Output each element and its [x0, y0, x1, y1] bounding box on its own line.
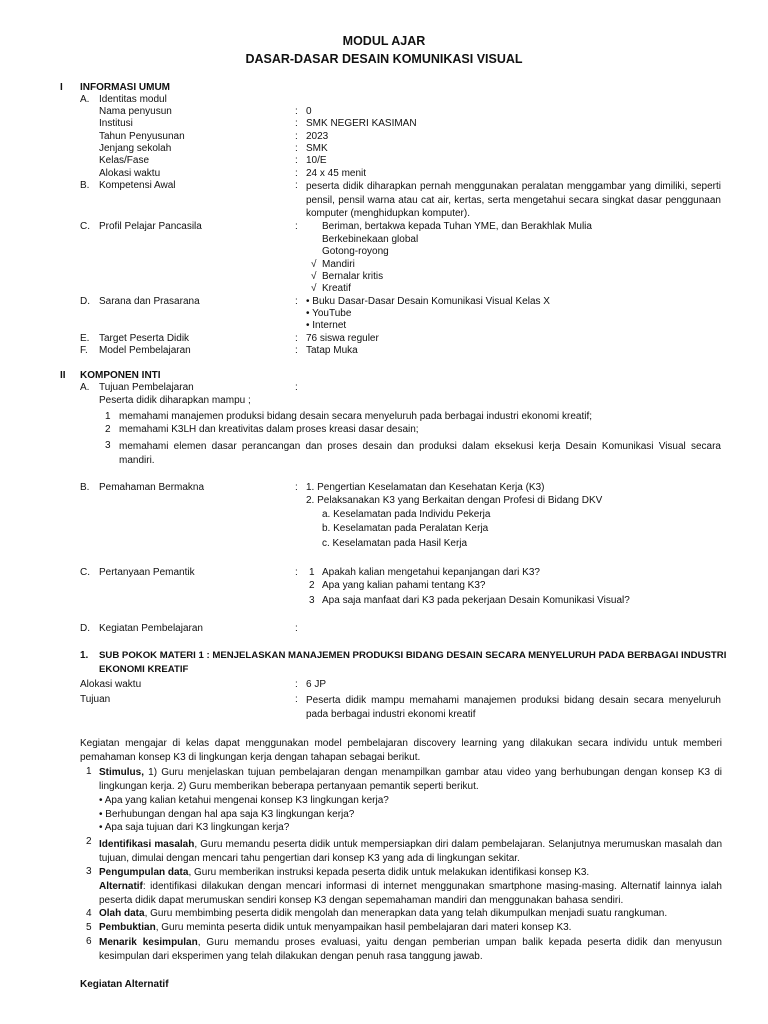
- colon: :: [295, 155, 298, 166]
- s1-b-label: Kompetensi Awal: [99, 180, 176, 191]
- profil-item: Berkebinekaan global: [322, 234, 419, 245]
- colon: :: [295, 106, 298, 117]
- step-bullet: • Apa saja tujuan dari K3 lingkungan kerja?: [99, 822, 290, 833]
- s1-b-letter: B.: [80, 180, 90, 191]
- tujuan-text: memahami elemen dasar perancangan dan proses desain dan produksi dalam eksekusi kerja Desain Komunikasi Visual secara mandiri.: [119, 441, 721, 466]
- colon: :: [295, 482, 298, 493]
- sub1-title: SUB POKOK MATERI 1 : MENJELASKAN MANAJEMEN PRODUKSI BIDANG DESAIN SECARA MENYELURUH PADA BERBAGAI INDUSTRI: [99, 650, 727, 661]
- pemantik-num: 1: [309, 567, 315, 578]
- sarana-item: • Buku Dasar-Dasar Desain Komunikasi Visual Kelas X: [306, 296, 550, 307]
- step-num: 2: [86, 836, 92, 847]
- s1-d-label: Sarana dan Prasarana: [99, 296, 200, 307]
- identity-label: Institusi: [99, 118, 133, 129]
- step-num: 1: [86, 766, 92, 777]
- model-value: Tatap Muka: [306, 345, 358, 356]
- s2-b-label: Pemahaman Bermakna: [99, 482, 205, 493]
- identity-value: 0: [306, 106, 312, 117]
- sarana-item: • Internet: [306, 320, 347, 331]
- identity-label: Kelas/Fase: [99, 155, 150, 166]
- pemahaman-subitem: b. Keselamatan pada Peralatan Kerja: [322, 523, 489, 534]
- profil-item: Mandiri: [322, 259, 355, 270]
- pemahaman-item: 2. Pelaksanakan K3 yang Berkaitan dengan Profesi di Bidang DKV: [306, 495, 603, 506]
- colon: :: [295, 143, 298, 154]
- colon: :: [295, 131, 298, 142]
- section1-num: I: [60, 82, 63, 93]
- s2-d-label: Kegiatan Pembelajaran: [99, 623, 203, 634]
- identity-value: 10/E: [306, 155, 327, 166]
- target-value: 76 siswa reguler: [306, 333, 379, 344]
- colon: :: [295, 333, 298, 344]
- section2-num: II: [60, 370, 66, 381]
- pemantik-text: Apakah kalian mengetahui kepanjangan dari K3?: [322, 567, 540, 578]
- kompetensi-awal-text: peserta didik diharapkan pernah menggunakan peralatan menggambar yang dimiliki, seperti pensil, pensil warna atau cat air, kertas, serta mengetahui secara singkat dasar penggunaan komputer (menghidupkan komputer).: [306, 181, 721, 219]
- identity-label: Tahun Penyusunan: [99, 131, 185, 142]
- profil-item: Bernalar kritis: [322, 271, 384, 282]
- sarana-item: • YouTube: [306, 308, 352, 319]
- step-stimulus: Stimulus, 1) Guru menjelaskan tujuan pembelajaran dengan menampilkan gambar atau video yang berhubungan dengan konsep K3 di lingkungan kerja. 2) Guru memberikan beberapa pertanyaan pemantik seperti berikut.: [99, 767, 722, 792]
- pemantik-num: 2: [309, 580, 315, 591]
- step-num: 6: [86, 936, 92, 947]
- step-num: 5: [86, 922, 92, 933]
- colon: :: [295, 168, 298, 179]
- s1-e-label: Target Peserta Didik: [99, 333, 190, 344]
- step-identifikasi: Identifikasi masalah, Guru memandu peserta didik untuk mempersiapkan diri dalam pembelajaran. Selanjutnya merumuskan masalah dan tujuan, dimulai dengan mencari tahu pengertian dari konsep K3 yang ada di lingkungan sekitar.: [99, 839, 723, 864]
- tujuan-text: memahami manajemen produksi bidang desain secara menyeluruh pada berbagai industri ekonomi kreatif;: [119, 411, 593, 422]
- s1-c-letter: C.: [80, 221, 90, 232]
- tujuan-intro: Peserta didik diharapkan mampu ;: [99, 395, 251, 406]
- check-icon: √: [311, 283, 317, 294]
- tujuan-num: 1: [105, 411, 111, 422]
- profil-item: Gotong-royong: [322, 246, 389, 257]
- s1-f-label: Model Pembelajaran: [99, 345, 191, 356]
- tujuan-value: Peserta didik mampu memahami manajemen produksi bidang desain secara menyeluruh pada berbagai industri ekonomi kreatif: [306, 695, 721, 720]
- s1-a-label: Identitas modul: [99, 94, 167, 105]
- step-num: 4: [86, 908, 92, 919]
- section2-title: KOMPONEN INTI: [80, 370, 161, 381]
- tujuan-label: Tujuan: [80, 694, 111, 705]
- colon: :: [295, 679, 298, 690]
- pemahaman-item: 1. Pengertian Keselamatan dan Kesehatan Kerja (K3): [306, 482, 545, 493]
- step-pengumpulan: Pengumpulan data, Guru memberikan instruksi kepada peserta didik untuk melakukan identifikasi konsep K3.: [99, 867, 590, 878]
- pemantik-text: Apa yang kalian pahami tentang K3?: [322, 580, 486, 591]
- colon: :: [295, 567, 298, 578]
- profil-item: Beriman, bertakwa kepada Tuhan YME, dan Berakhlak Mulia: [322, 221, 592, 232]
- s1-e-letter: E.: [80, 333, 90, 344]
- pemantik-num: 3: [309, 595, 315, 606]
- s2-c-label: Pertanyaan Pemantik: [99, 567, 195, 578]
- colon: :: [295, 118, 298, 129]
- s1-d-letter: D.: [80, 296, 90, 307]
- identity-label: Jenjang sekolah: [99, 143, 172, 154]
- s1-a-letter: A.: [80, 94, 90, 105]
- tujuan-text: memahami K3LH dan kreativitas dalam proses kreasi dasar desain;: [119, 424, 419, 435]
- step-alternatif: Alternatif: identifikasi dilakukan dengan mencari informasi di internet menggunakan smartphone masing-masing. Alternatif lainnya ialah peserta didik dapat merumuskan sendiri konsep K3 dengan sepemahaman mandiri dan menggunakan bahasa sendiri.: [99, 881, 722, 906]
- colon: :: [295, 221, 298, 232]
- step-bullet: • Berhubungan dengan hal apa saja K3 lingkungan kerja?: [99, 809, 355, 820]
- sub1-num: 1.: [80, 650, 89, 661]
- s1-f-letter: F.: [80, 345, 88, 356]
- doc-subtitle: DASAR-DASAR DESAIN KOMUNIKASI VISUAL: [245, 52, 523, 66]
- kegiatan-intro: Kegiatan mengajar di kelas dapat menggunakan model pembelajaran discovery learning yang dilakukan secara individu untuk memberi pemahaman konsep K3 di lingkungan kerja dengan tahapan sebagai berikut.: [80, 738, 722, 763]
- colon: :: [295, 382, 298, 393]
- colon: :: [295, 296, 298, 307]
- step-pembuktian: Pembuktian, Guru meminta peserta didik untuk menyampaikan hasil pembelajaran dari materi konsep K3.: [99, 922, 572, 933]
- alokasi-label: Alokasi waktu: [80, 679, 142, 690]
- s2-b-letter: B.: [80, 482, 90, 493]
- profil-item: Kreatif: [322, 283, 351, 294]
- s2-a-letter: A.: [80, 382, 90, 393]
- sub1-title-cont: EKONOMI KREATIF: [99, 664, 189, 675]
- s2-d-letter: D.: [80, 623, 90, 634]
- pemahaman-subitem: c. Keselamatan pada Hasil Kerja: [322, 538, 468, 549]
- alokasi-value: 6 JP: [306, 679, 327, 690]
- identity-label: Nama penyusun: [99, 106, 172, 117]
- identity-value: 24 x 45 menit: [306, 168, 367, 179]
- s1-c-label: Profil Pelajar Pancasila: [99, 221, 202, 232]
- check-icon: √: [311, 259, 317, 270]
- step-olah-data: Olah data, Guru membimbing peserta didik mengolah dan menerapkan data yang telah dikumpulkan menjadi suatu rangkuman.: [99, 908, 668, 919]
- s2-c-letter: C.: [80, 567, 90, 578]
- step-kesimpulan: Menarik kesimpulan, Guru memandu proses evaluasi, yaitu dengan pemberian umpan balik kepada peserta didik dan menyusun kesimpulan dari eksperimen yang telah dilakukan dengan penuh rasa tanggung jawab.: [99, 937, 722, 962]
- colon: :: [295, 623, 298, 634]
- tujuan-num: 3: [105, 440, 111, 451]
- pemahaman-subitem: a. Keselamatan pada Individu Pekerja: [322, 509, 491, 520]
- step-num: 3: [86, 866, 92, 877]
- step-bullet: • Apa yang kalian ketahui mengenai konsep K3 lingkungan kerja?: [99, 795, 389, 806]
- pemantik-text: Apa saja manfaat dari K3 pada pekerjaan Desain Komunikasi Visual?: [322, 595, 630, 606]
- colon: :: [295, 345, 298, 356]
- kegiatan-alternatif-heading: Kegiatan Alternatif: [80, 979, 169, 990]
- section1-title: INFORMASI UMUM: [80, 82, 170, 93]
- colon: :: [295, 694, 298, 705]
- tujuan-num: 2: [105, 424, 111, 435]
- identity-value: SMK NEGERI KASIMAN: [306, 118, 417, 129]
- identity-value: 2023: [306, 131, 329, 142]
- doc-title: MODUL AJAR: [342, 34, 426, 48]
- check-icon: √: [311, 271, 317, 282]
- s2-a-label: Tujuan Pembelajaran: [99, 382, 194, 393]
- identity-value: SMK: [306, 143, 328, 154]
- colon: :: [295, 180, 298, 191]
- identity-label: Alokasi waktu: [99, 168, 161, 179]
